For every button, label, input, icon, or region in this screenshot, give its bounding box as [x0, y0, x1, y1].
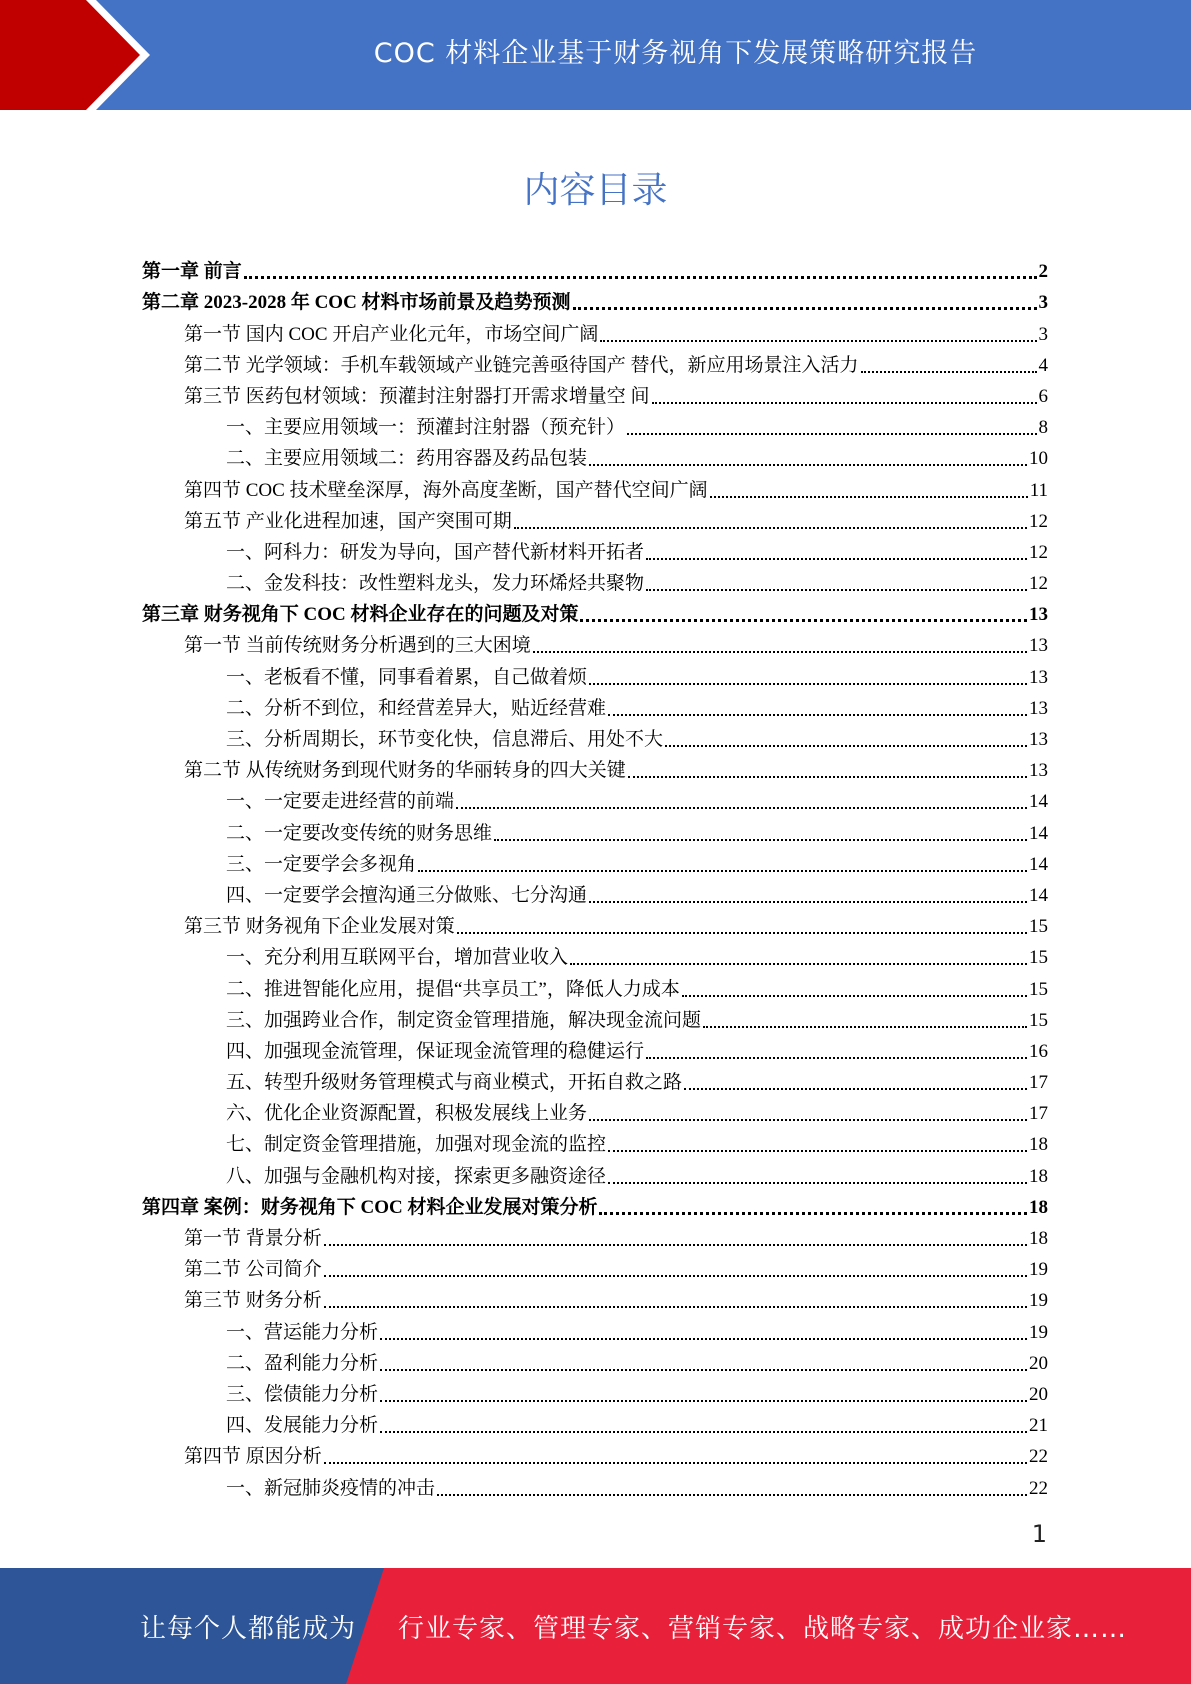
toc-dot-leader: [665, 745, 1027, 747]
toc-entry-page: 22: [1029, 1477, 1048, 1499]
toc-entry-page: 15: [1029, 916, 1048, 938]
toc-dot-leader: [599, 1212, 1027, 1215]
toc-dot-leader: [456, 807, 1027, 809]
toc-entry-label: 第四节 原因分析: [184, 1446, 322, 1468]
toc-entry[interactable]: [142, 1346, 1048, 1377]
toc-entry-page: 19: [1029, 1259, 1048, 1281]
toc-dot-leader: [608, 1150, 1027, 1152]
toc-entry-page: 18: [1029, 1165, 1048, 1187]
toc-entry-label: 第二节 从传统财务到现代财务的华丽转身的四大关键: [184, 760, 626, 782]
toc-entry-page: 4: [1038, 354, 1048, 376]
toc-dot-leader: [589, 1119, 1027, 1121]
footer-slogan-right: 行业专家、管理专家、营销专家、战略专家、成功企业家……: [398, 1613, 1128, 1644]
toc-entry-page: 13: [1029, 760, 1048, 782]
toc-entry-page: 12: [1029, 541, 1048, 563]
toc-entry[interactable]: [142, 379, 1048, 410]
toc-entry-page: 2: [1038, 261, 1048, 283]
toc-entry-label: 第四节 COC 技术壁垒深厚，海外高度垄断，国产替代空间广阔: [184, 479, 708, 501]
toc-entry-page: 8: [1038, 417, 1048, 439]
toc-dot-leader: [570, 963, 1027, 965]
toc-dot-leader: [646, 558, 1027, 560]
toc-dot-leader: [324, 1275, 1027, 1277]
toc-entry-page: 19: [1029, 1290, 1048, 1312]
toc-dot-leader: [682, 995, 1027, 997]
toc-dot-leader: [324, 1462, 1027, 1464]
toc-entry-page: 11: [1029, 479, 1048, 501]
toc-entry-label: 第三节 医药包材领域：预灌封注射器打开需求增量空 间: [184, 385, 650, 407]
report-title: COC 材料企业基于财务视角下发展策略研究报告: [373, 37, 978, 69]
header-band: [0, 0, 1191, 110]
toc-entry-page: 18: [1029, 1196, 1048, 1218]
toc-entry-label: 三、偿债能力分析: [226, 1383, 379, 1405]
toc-entry[interactable]: [142, 348, 1048, 379]
toc-dot-leader: [324, 1306, 1027, 1308]
toc-entry-label: 第一章 前言: [142, 261, 242, 283]
toc-dot-leader: [533, 651, 1027, 653]
toc-entry-page: 12: [1029, 510, 1048, 532]
toc-entry[interactable]: [142, 472, 1048, 503]
toc-dot-leader: [244, 276, 1037, 279]
toc-dot-leader: [627, 433, 1036, 435]
toc-entry-page: 15: [1029, 978, 1048, 1000]
toc-dot-leader: [418, 870, 1027, 872]
toc-entry[interactable]: [142, 535, 1048, 566]
toc-dot-leader: [684, 1088, 1027, 1090]
toc-entry[interactable]: [142, 1190, 1048, 1221]
toc-dot-leader: [589, 901, 1027, 903]
toc-entry-page: 16: [1029, 1040, 1048, 1062]
toc-entry[interactable]: [142, 410, 1048, 441]
toc-entry[interactable]: [142, 1314, 1048, 1345]
toc-entry[interactable]: [142, 1034, 1048, 1065]
toc-dot-leader: [580, 619, 1027, 622]
toc-entry-label: 第一节 国内 COC 开启产业化元年，市场空间广阔: [184, 323, 599, 345]
toc-entry-page: 14: [1029, 884, 1048, 906]
toc-entry-label: 二、推进智能化应用，提倡“共享员工”，降低人力成本: [226, 978, 680, 1000]
toc-dot-leader: [457, 932, 1027, 934]
toc-dot-leader: [380, 1369, 1027, 1371]
toc-entry-page: 13: [1029, 697, 1048, 719]
toc-entry[interactable]: [142, 1127, 1048, 1158]
toc-entry-label: 一、阿科力：研发为导向，国产替代新材料开拓者: [226, 541, 645, 563]
header-chevron-graphic: [0, 0, 160, 110]
toc-entry-label: 三、加强跨业合作，制定资金管理措施，解决现金流问题: [226, 1009, 702, 1031]
toc-entry-page: 14: [1029, 822, 1048, 844]
toc-entry-label: 四、加强现金流管理，保证现金流管理的稳健运行: [226, 1040, 645, 1062]
footer-slogan-left: 让每个人都能成为: [140, 1613, 357, 1644]
toc-dot-leader: [380, 1400, 1027, 1402]
toc-entry[interactable]: [142, 1065, 1048, 1096]
toc-entry-label: 一、老板看不懂，同事看着累，自己做着烦: [226, 666, 588, 688]
toc-entry[interactable]: [142, 878, 1048, 909]
toc-entry-label: 第四章 案例：财务视角下 COC 材料企业发展对策分析: [142, 1196, 598, 1218]
toc-entry[interactable]: [142, 285, 1048, 316]
toc-dot-leader: [380, 1431, 1027, 1433]
toc-dot-leader: [437, 1494, 1027, 1496]
toc-entry-label: 一、新冠肺炎疫情的冲击: [226, 1477, 436, 1499]
page-number: 1: [1031, 1520, 1047, 1548]
toc-entry[interactable]: [142, 971, 1048, 1002]
toc-entry-label: 一、充分利用互联网平台，增加营业收入: [226, 947, 569, 969]
table-of-contents: [142, 254, 1048, 1502]
toc-entry-label: 第一节 当前传统财务分析遇到的三大困境: [184, 635, 531, 657]
toc-entry[interactable]: [142, 1377, 1048, 1408]
toc-entry-page: 13: [1029, 635, 1048, 657]
toc-entry-page: 15: [1029, 1009, 1048, 1031]
toc-entry-label: 六、优化企业资源配置，积极发展线上业务: [226, 1103, 588, 1125]
toc-entry-page: 22: [1029, 1446, 1048, 1468]
toc-dot-leader: [646, 1057, 1027, 1059]
toc-entry-label: 二、盈利能力分析: [226, 1352, 379, 1374]
toc-entry-label: 四、一定要学会擅沟通三分做账、七分沟通: [226, 884, 588, 906]
toc-entry-page: 3: [1038, 323, 1048, 345]
toc-entry[interactable]: [142, 784, 1048, 815]
toc-entry-label: 第一节 背景分析: [184, 1228, 322, 1249]
toc-dot-leader: [589, 464, 1027, 466]
toc-entry[interactable]: [142, 1283, 1048, 1314]
toc-entry[interactable]: [142, 441, 1048, 472]
toc-entry-page: 18: [1029, 1228, 1048, 1249]
toc-entry-page: 3: [1038, 292, 1048, 314]
toc-entry[interactable]: [142, 722, 1048, 753]
toc-entry-label: 二、金发科技：改性塑料龙头，发力环烯烃共聚物: [226, 573, 645, 595]
toc-entry-label: 第二节 公司简介: [184, 1259, 322, 1281]
toc-entry[interactable]: [142, 597, 1048, 628]
toc-entry[interactable]: [142, 1096, 1048, 1127]
toc-entry-page: 19: [1029, 1321, 1048, 1343]
toc-entry[interactable]: [142, 1470, 1048, 1501]
toc-entry[interactable]: [142, 847, 1048, 878]
toc-entry-label: 第三节 财务视角下企业发展对策: [184, 916, 455, 938]
toc-dot-leader: [703, 1026, 1027, 1028]
toc-entry[interactable]: [142, 1439, 1048, 1470]
toc-entry[interactable]: [142, 940, 1048, 971]
toc-entry-page: 17: [1029, 1072, 1048, 1094]
toc-entry-page: 18: [1029, 1134, 1048, 1156]
toc-entry[interactable]: [142, 566, 1048, 597]
toc-dot-leader: [514, 527, 1027, 529]
toc-entry-page: 21: [1029, 1415, 1048, 1437]
toc-entry[interactable]: [142, 659, 1048, 690]
toc-entry[interactable]: [142, 1003, 1048, 1034]
toc-entry-label: 第二章 2023-2028 年 COC 材料市场前景及趋势预测: [142, 292, 571, 314]
toc-entry-page: 12: [1029, 573, 1048, 595]
toc-entry-label: 三、一定要学会多视角: [226, 853, 417, 875]
toc-entry[interactable]: [142, 1158, 1048, 1189]
toc-entry[interactable]: [142, 254, 1048, 285]
toc-entry-label: 二、一定要改变传统的财务思维: [226, 822, 493, 844]
toc-entry-label: 一、主要应用领域一：预灌封注射器（预充针）: [226, 417, 626, 439]
toc-dot-leader: [494, 839, 1027, 841]
toc-entry-label: 一、一定要走进经营的前端: [226, 791, 455, 813]
toc-dot-leader: [573, 307, 1037, 310]
toc-entry-label: 第二节 光学领域：手机车载领域产业链完善亟待国产 替代，新应用场景注入活力: [184, 354, 859, 376]
toc-dot-leader: [608, 714, 1027, 716]
toc-entry-page: 20: [1029, 1383, 1048, 1405]
toc-entry-label: 二、分析不到位，和经营差异大，贴近经营难: [226, 697, 607, 719]
toc-entry-label: 五、转型升级财务管理模式与商业模式，开拓自救之路: [226, 1072, 683, 1094]
toc-entry-label: 第三章 财务视角下 COC 材料企业存在的问题及对策: [142, 604, 579, 626]
toc-dot-leader: [380, 1338, 1027, 1340]
toc-entry-label: 第五节 产业化进程加速，国产突围可期: [184, 510, 512, 532]
toc-entry[interactable]: [142, 628, 1048, 659]
toc-entry-page: 14: [1029, 853, 1048, 875]
toc-dot-leader: [600, 340, 1036, 342]
toc-entry[interactable]: [142, 691, 1048, 722]
toc-entry-page: 10: [1029, 448, 1048, 470]
toc-entry-label: 四、发展能力分析: [226, 1415, 379, 1437]
toc-entry-page: 13: [1029, 729, 1048, 750]
toc-dot-leader: [652, 402, 1037, 404]
toc-entry-page: 13: [1029, 604, 1048, 626]
toc-entry[interactable]: [142, 753, 1048, 784]
toc-dot-leader: [628, 776, 1027, 778]
toc-entry[interactable]: [142, 909, 1048, 940]
toc-entry-label: 一、营运能力分析: [226, 1321, 379, 1343]
toc-dot-leader: [589, 683, 1027, 685]
toc-heading: 内容目录: [523, 170, 668, 211]
toc-entry-page: 15: [1029, 947, 1048, 969]
chevron-red: [0, 0, 140, 110]
toc-entry-page: 13: [1029, 666, 1048, 688]
toc-dot-leader: [710, 496, 1028, 498]
toc-entry[interactable]: [142, 1252, 1048, 1283]
toc-dot-leader: [324, 1244, 1027, 1246]
toc-entry[interactable]: [142, 504, 1048, 535]
toc-entry-label: 二、主要应用领域二：药用容器及药品包装: [226, 448, 588, 470]
toc-entry-page: 17: [1029, 1103, 1048, 1125]
toc-dot-leader: [608, 1182, 1027, 1184]
toc-entry-page: 6: [1038, 385, 1048, 407]
footer-band: [0, 1568, 1191, 1684]
toc-entry[interactable]: [142, 316, 1048, 347]
toc-dot-leader: [861, 371, 1037, 373]
toc-dot-leader: [646, 589, 1027, 591]
toc-entry[interactable]: [142, 815, 1048, 846]
toc-entry-page: 14: [1029, 791, 1048, 813]
toc-entry[interactable]: [142, 1221, 1048, 1252]
toc-entry[interactable]: [142, 1408, 1048, 1439]
toc-entry-label: 七、制定资金管理措施，加强对现金流的监控: [226, 1134, 607, 1156]
toc-entry-label: 三、分析周期长，环节变化快，信息滞后、用处不大: [226, 729, 664, 750]
toc-entry-label: 八、加强与金融机构对接，探索更多融资途径: [226, 1165, 607, 1187]
toc-entry-page: 20: [1029, 1352, 1048, 1374]
toc-entry-label: 第三节 财务分析: [184, 1290, 322, 1312]
